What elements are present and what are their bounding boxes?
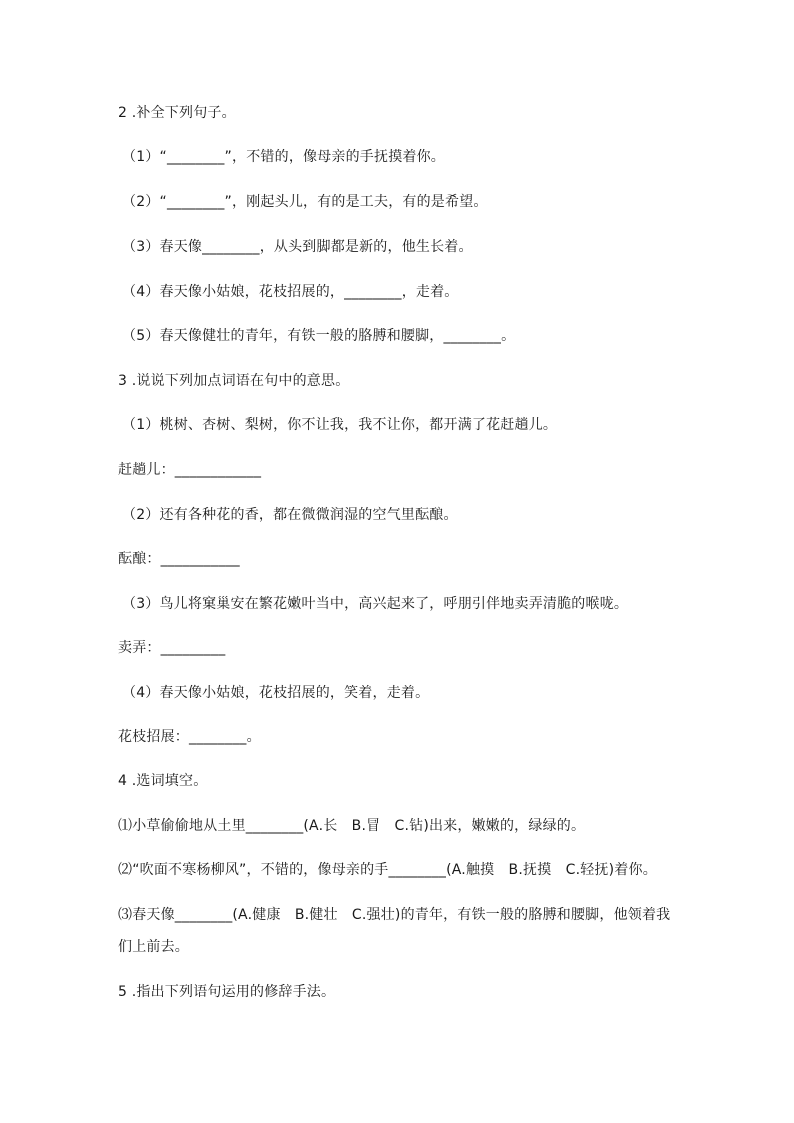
question-4-item-2: ⑵“吹面不寒杨柳风”，不错的，像母亲的手________(A.触摸 B.抚摸 C.轻抚)着你。 [118,862,657,878]
question-3-item-3: （3）鸟儿将窠巢安在繁花嫩叶当中，高兴起来了，呼朋引伴地卖弄清脆的喉咙。 [122,596,629,612]
question-4-item-1: ⑴小草偷偷地从土里________(A.长 B.冒 C.钻)出来，嫩嫩的，绿绿的。 [118,818,586,834]
question-4-heading: 4 .选词填空。 [118,773,208,789]
question-2-item-5: （5）春天像健壮的青年，有铁一般的胳膊和腰脚，________。 [122,328,516,344]
question-3-item-2: （2）还有各种花的香，都在微微润湿的空气里酝酿。 [122,507,458,523]
question-2-item-1: （1）“________”，不错的，像母亲的手抚摸着你。 [122,149,446,165]
question-3-answer-3: 卖弄：_________ [118,640,226,656]
question-5-heading: 5 .指出下列语句运用的修辞手法。 [118,984,336,1000]
question-2-heading: 2 .补全下列句子。 [118,105,236,121]
question-2-item-2: （2）“________”，刚起头儿，有的是工夫，有的是希望。 [122,194,488,210]
question-3-answer-4: 花枝招展：________。 [118,729,261,745]
question-3-answer-1: 赶趟儿：____________ [118,462,262,478]
question-2-item-3: （3）春天像________，从头到脚都是新的，他生长着。 [122,239,473,255]
question-3-item-4: （4）春天像小姑娘，花枝招展的，笑着，走着。 [122,685,430,701]
question-2-item-4: （4）春天像小姑娘，花枝招展的，________，走着。 [122,284,459,300]
question-3-item-1: （1）桃树、杏树、梨树，你不让我，我不让你，都开满了花赶趟儿。 [122,417,558,433]
question-4-item-3: ⑶春天像________(A.健康 B.健壮 C.强壮)的青年，有铁一般的胳膊和腰脚，他领着我们上前去。 [118,907,671,955]
question-3-answer-2: 酝酿：___________ [118,551,240,567]
question-3-heading: 3 .说说下列加点词语在句中的意思。 [118,373,350,389]
